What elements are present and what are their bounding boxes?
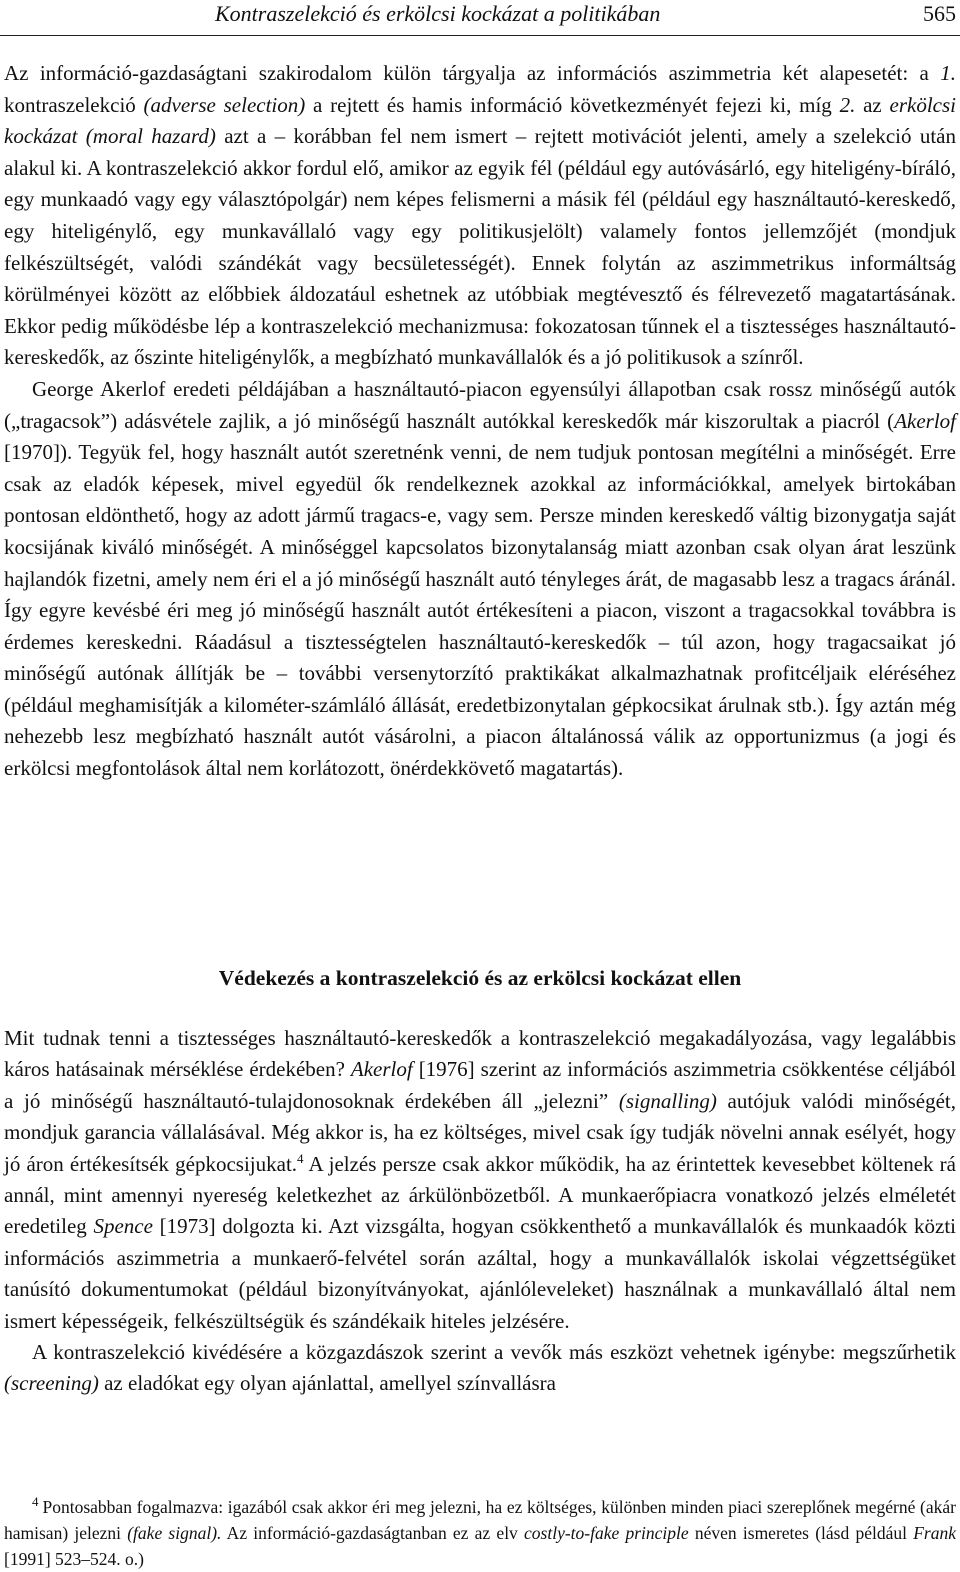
text-run: [1976] szerint az információs aszimmetria csökkentése céljából a jó minőségű használtautó-tulajdonosoknak érdekében áll „jelezni” (4, 1057, 956, 1113)
text-run: [1970]). Tegyük fel, hogy használt autót szeretnénk venni, de nem tudjuk pontosan megítélni a minőségét. Erre csak az eladók képesek, mivel egyedül ők rendelkeznek azokkal az információkkal, amelyek birtokában pontosan eldönthető, hogy az adott jármű tragacs-e, vagy sem. Persze minden kereskedő váltig bizonygatja saját kocsijának kiváló minőségét. A minőséggel kapcsolatos bizonytalanság miatt azonban csak olyan árat leszünk hajlandók fizetni, amely nem éri el a jó minőségű használt autó tényleges árát, de magasabb lesz a tragacs áránál. Így egyre kevésbé éri meg jó minőségű használt autót értékesíteni a piacon, viszont a tragacsokkal továbbra is érdemes kereskedni. Ráadásul a tisztességtelen használtautó-kereskedők – túl azon, hogy tragacsaikat jó minőségű autónak állítják be – további versenytorzító praktikákat alkalmazhatnak profitcéljaik eléréséhez (például meghamisítják a kilométer-számláló állását, eredetbizonytalan gépkocsikat árulnak stb.). Így aztán még nehezebb lesz megbízható használt autót vásárolni, a piacon általánossá válik az opportunizmus (a jogi és erkölcsi megfontolások által nem korlátozott, önérdekkövető magatartás). (4, 440, 956, 781)
text-run: Az információ-gazdaságtanban ez az elv (221, 1523, 525, 1543)
text-run: azt a – korábban fel nem ismert – rejtett motivációt jelenti, amely a szelekció után alakul ki. A kontraszelekció akkor fordul elő, amikor az egyik fél (például egy autóvásárló, egy hiteligény-bíráló, egy munkaadó vagy egy választópolgár) nem képes felismerni a másik fél (például egy használtautó-kereskedő, egy hiteligénylő, egy munkavállaló vagy egy politikusjelölt) valamely fontos jellemzőjét (mondjuk felkészültségét, valódi szándékát vagy becsületességét). Ennek folytán az aszimmetrikus informáltság körülményei között az előbbiek áldozatául eshetnek az utóbbiak megtévesztő és félrevezető magatartásának. Ekkor pedig működésbe lép a kontraszelekció mechanizmusa: fokozatosan tűnnek el a tisztességes használtautó-kereskedők, az őszinte hiteligénylők, a megbízható munkavállalók és a jó politikusok a színről. (4, 124, 956, 370)
footnote-ref: 4 (297, 1150, 304, 1166)
text-run: [1973] dolgozta ki. Azt vizsgálta, hogyan csökkenthető a munkavállalók és munkaadók közti információs aszimmetria a munkaerő-felvétel során azáltal, hogy a munkavállalók iskolai végzettségüket tanúsító dokumentumokat (például bizonyítványokat, ajánlóleveleket) használnak a munkavállaló által nem ismert képességeik, felkészültségük és szándékaik hiteles jelzésére. (4, 1214, 957, 1333)
footnote-number: 4 (32, 1494, 39, 1510)
page-number: 565 (923, 1, 956, 26)
italic-run: (adverse selection) (143, 92, 306, 117)
italic-run: 1. (940, 61, 956, 85)
italic-run: Akerlof (350, 1057, 413, 1082)
italic-run: (fake signal). (127, 1523, 222, 1543)
text-run: az eladókat egy olyan ajánlattal, amellyel színvallásra (98, 1371, 556, 1396)
header-rule (0, 35, 960, 36)
paragraph (4, 374, 956, 785)
section1-body (4, 58, 956, 785)
footnote-text (4, 1497, 956, 1569)
italic-run: Spence (93, 1214, 153, 1239)
text-run: az (855, 92, 890, 117)
running-head-title: Kontraszelekció és erkölcsi kockázat a politikában (215, 1, 661, 26)
italic-run: Akerlof (894, 408, 956, 433)
text-run: [1991] 523–524. o.) (4, 1549, 144, 1569)
section-heading: Védekezés a kontraszelekció és az erkölcsi kockázat ellen (218, 966, 742, 990)
text-run: autójuk valódi minőségét, mondjuk garancia vállalásával. Még akkor is, ha ez költséges, mivel csak így tudják növelni annak esélyét, hogy jó áron értékesítsék gépkocsijukat. (4, 1088, 957, 1176)
italic-run: Frank (913, 1523, 956, 1543)
text-run: Mit tudnak tenni a tisztességes használtautó-kereskedők a kontraszelekció megakadályozása, vagy legalábbis káros hatásainak mérséklése érdekében? (4, 1026, 956, 1082)
text-run: kontraszelekció (4, 92, 144, 117)
text-run: George Akerlof eredeti példájában a használtautó-piacon egyensúlyi állapotban csak rossz minőségű autók („tragacsok”) adásvétele zajlik, a jó minőségű használt autókkal kereskedők már kiszorultak a piacról ( (4, 376, 956, 433)
paragraph (4, 1023, 956, 1337)
text-run: Az információ-gazdaságtani szakirodalom külön tárgyalja az információs aszimmetria két alapesetét: a (4, 61, 941, 85)
section2-body (4, 1023, 956, 1400)
text-run: A kontraszelekció kivédésére a közgazdászok szerint a vevők más eszközt vehetnek igénybe: megszűrhetik (32, 1340, 956, 1365)
italic-run: (signalling) (618, 1088, 717, 1113)
footnote (4, 1494, 956, 1572)
text-run: A jelzés persze csak akkor működik, ha az érintettek kevesebbet költenek rá annál, mint amennyi nyereség keletkezhet az árkülönbözetből. A munkaerőpiacra vonatkozó jelzés elméletét eredetileg (4, 1151, 956, 1239)
text-run: néven ismeretes (lásd például (688, 1523, 914, 1543)
paragraph (4, 1337, 956, 1400)
paragraph (4, 58, 956, 374)
text-run: a rejtett és hamis információ következményét fejezi ki, míg (305, 92, 840, 117)
text-run: Pontosabban fogalmazva: igazából csak akkor éri meg jelezni, ha ez költséges, különben minden piaci szereplőnek megérné (akár hamisan) jelezni (4, 1497, 956, 1543)
italic-run: erkölcsi kockázat (moral hazard) (4, 92, 956, 149)
italic-run: (screening) (4, 1371, 99, 1396)
italic-run: costly-to-fake principle (524, 1523, 689, 1543)
running-head (0, 0, 960, 36)
italic-run: 2. (839, 92, 856, 117)
